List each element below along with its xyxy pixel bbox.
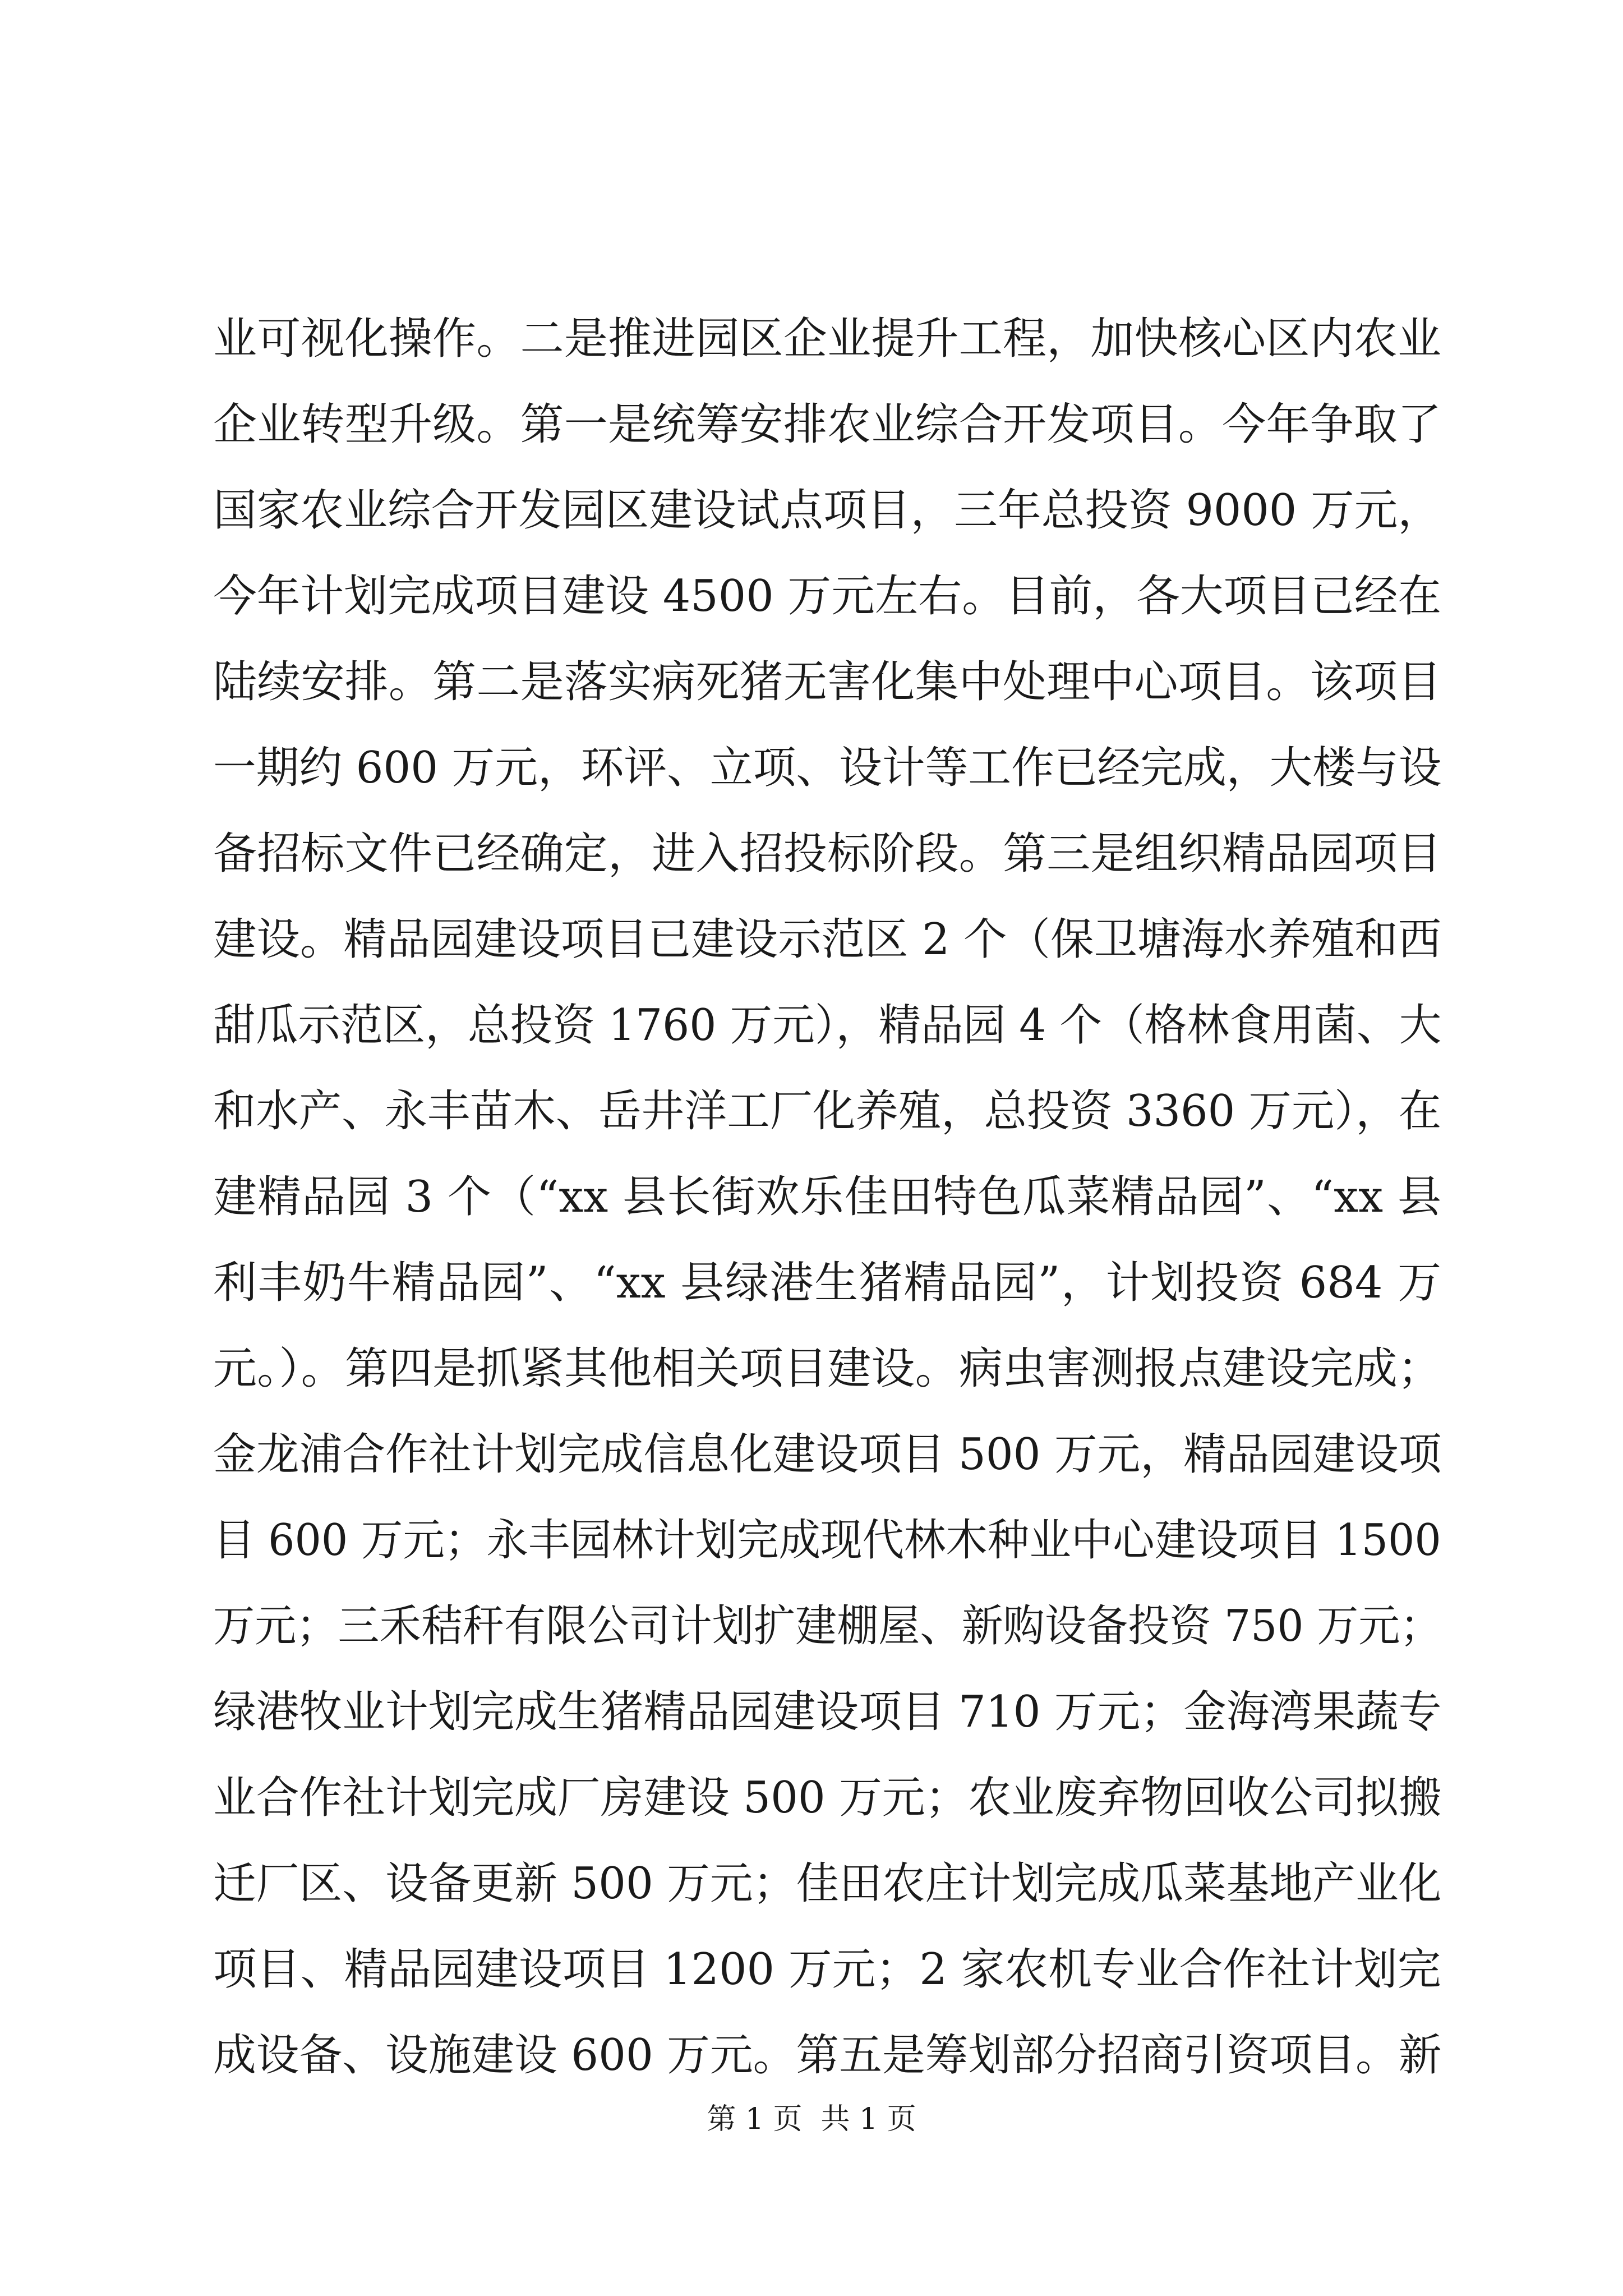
text-line: 项目、精品园建设项目 1200 万元；2 家农机专业合作社计划完: [213, 1944, 1441, 1995]
text-line: 一期约 600 万元，环评、立项、设计等工作已经完成，大楼与设: [213, 743, 1442, 793]
text-line: 企业转型升级。第一是统筹安排农业综合开发项目。今年争取了: [213, 399, 1441, 450]
text-line: 业可视化操作。二是推进园区企业提升工程，加快核心区内农业: [213, 314, 1441, 364]
text-line: 甜瓜示范区，总投资 1760 万元），精品园 4 个（格林食用菌、大: [213, 1000, 1442, 1051]
text-line: 今年计划完成项目建设 4500 万元左右。目前，各大项目已经在: [213, 571, 1442, 622]
text-line: 万元；三禾秸秆有限公司计划扩建棚屋、新购设备投资 750 万元；: [213, 1601, 1442, 1651]
text-line: 备招标文件已经确定，进入招投标阶段。第三是组织精品园项目: [213, 829, 1441, 879]
text-line: 元。）。第四是抓紧其他相关项目建设。病虫害测报点建设完成；: [213, 1343, 1441, 1394]
body-paragraph: [213, 296, 1441, 2099]
text-line: 建精品园 3 个（“xx 县长街欢乐佳田特色瓜菜精品园”、“xx 县: [213, 1172, 1441, 1222]
page-footer: 第 1 页 共 1 页: [707, 2102, 916, 2136]
text-line: 业合作社计划完成厂房建设 500 万元；农业废弃物回收公司拟搬: [213, 1773, 1442, 1823]
text-line: 迁厂区、设备更新 500 万元；佳田农庄计划完成瓜菜基地产业化: [213, 1858, 1442, 1909]
text-line: 目 600 万元；永丰园林计划完成现代林木种业中心建设项目 1500: [213, 1515, 1441, 1566]
text-line: 和水产、永丰苗木、岳井洋工厂化养殖，总投资 3360 万元），在: [213, 1086, 1442, 1137]
text-line: 陆续安排。第二是落实病死猪无害化集中处理中心项目。该项目: [213, 657, 1441, 707]
text-line: 金龙浦合作社计划完成信息化建设项目 500 万元，精品园建设项: [213, 1429, 1442, 1480]
text-line: 国家农业综合开发园区建设试点项目，三年总投资 9000 万元，: [213, 485, 1442, 536]
text-line: 利丰奶牛精品园”、“xx 县绿港生猪精品园”，计划投资 684 万: [213, 1258, 1441, 1308]
text-line: 建设。精品园建设项目已建设示范区 2 个（保卫塘海水养殖和西: [213, 914, 1442, 965]
text-line: 成设备、设施建设 600 万元。第五是筹划部分招商引资项目。新: [213, 2030, 1442, 2081]
text-line: 绿港牧业计划完成生猪精品园建设项目 710 万元；金海湾果蔬专: [213, 1687, 1442, 1737]
